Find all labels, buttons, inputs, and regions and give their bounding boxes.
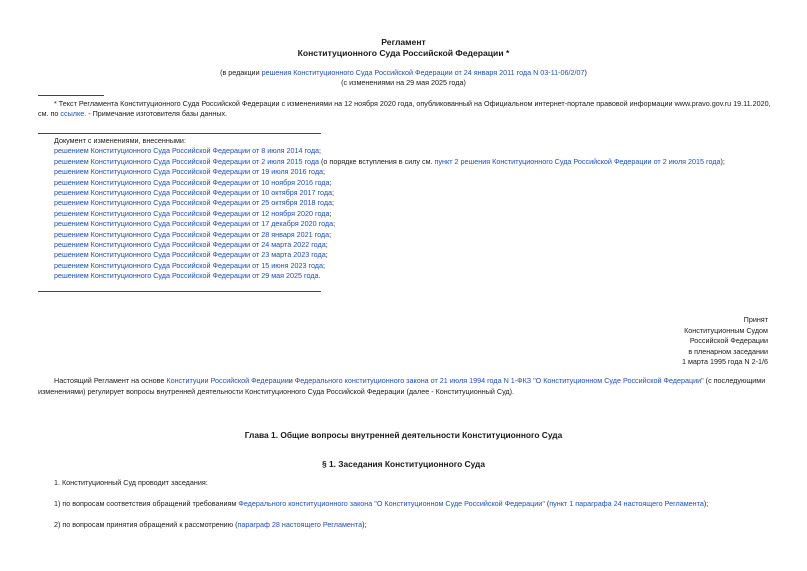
document-title-line1: Регламент: [381, 37, 426, 47]
change-link[interactable]: решением Конституционного Суда Российской Федерации от 25 октября 2018 года: [54, 198, 333, 208]
item-1-2-text2: );: [362, 520, 367, 529]
intro-text2: и: [288, 376, 295, 385]
adopted-line: 1 марта 1995 года N 2-1/6: [681, 357, 768, 367]
item-1-2: [54, 520, 366, 529]
change-item: [54, 219, 725, 229]
chapter-heading: Глава 1. Общие вопросы внутренней деятельности Конституционного Суда: [244, 430, 563, 440]
change-link[interactable]: решением Конституционного Суда Российской Федерации от 10 ноября 2016 года: [54, 177, 330, 187]
change-punct: ;: [332, 187, 335, 197]
change-punct: ;: [322, 260, 325, 270]
change-punct: ;: [329, 177, 332, 187]
fkz-link[interactable]: Федерального конституционного закона "О Конституционном Суде Российской Федерации": [238, 499, 545, 508]
adopted-line: Принят: [743, 315, 768, 324]
change-link[interactable]: решением Конституционного Суда Российской Федерации от 29 мая 2025 года: [54, 271, 319, 281]
change-item: [54, 198, 725, 208]
change-punct: .: [318, 271, 321, 281]
change-item: [54, 250, 725, 260]
amended-note: (с изменениями на 29 мая 2025 года): [341, 78, 466, 87]
adopted-line: Российской Федерации: [689, 336, 768, 346]
edition-suffix: ): [584, 68, 587, 77]
changes-top-divider: [38, 133, 321, 134]
change-link[interactable]: решением Конституционного Суда Российской Федерации от 10 октября 2017 года: [54, 187, 333, 197]
change-item: [54, 230, 725, 240]
change-item: [54, 240, 725, 250]
item-1-1: [54, 499, 708, 508]
section-heading: § 1. Заседания Конституционного Суда: [321, 459, 485, 469]
change-item: [54, 261, 725, 271]
constitution-link[interactable]: Конституции Российской Федерации: [166, 376, 289, 385]
change-item: [54, 209, 725, 219]
change-punct: ;: [325, 239, 328, 249]
adopted-block: [682, 315, 768, 368]
change-item: [54, 146, 725, 156]
item-1-1-text2: (: [544, 499, 550, 508]
changes-header: Документ с изменениями, внесенными:: [54, 136, 186, 145]
edition-prefix: (в редакции: [220, 68, 262, 77]
adopted-line: Конституционным Судом: [684, 325, 768, 335]
item-1-1-text3: );: [703, 499, 709, 508]
footnote-suffix: . - Примечание изготовителя базы данных.: [84, 109, 228, 118]
federal-law-link[interactable]: Федерального конституционного закона от 21 июля 1994 года N 1-ФКЗ "О Конституционном Суде Российской Федерации": [294, 376, 704, 385]
change-punct: ;: [333, 219, 336, 229]
change-note-link[interactable]: пункт 2 решения Конституционного Суда Российской Федерации от 2 июля 2015 года: [434, 156, 721, 166]
change-item: [54, 157, 725, 167]
document-title-line2: Конституционного Суда Российской Федерации *: [297, 48, 510, 58]
change-punct: ;: [329, 229, 332, 239]
change-link[interactable]: решением Конституционного Суда Российской Федерации от 19 июля 2016 года: [54, 167, 324, 177]
change-punct: ;: [329, 208, 332, 218]
change-punct: ;: [323, 167, 326, 177]
change-link[interactable]: решением Конституционного Суда Российской Федерации от 12 ноября 2020 года: [54, 208, 330, 218]
change-link[interactable]: решением Конституционного Суда Российской Федерации от 24 марта 2022 года: [54, 239, 326, 249]
change-item: [54, 188, 725, 198]
adopted-line: в пленарном заседании: [688, 346, 768, 356]
intro-text3: (с последующими изменениями) регулирует вопросы внутренней деятельности Конституционного Суда Российской Федерации (далее - Конституционный Суд).: [38, 376, 766, 396]
changes-list: [54, 146, 725, 281]
intro-paragraph: [38, 376, 768, 397]
item-1-2-text1: 2) по вопросам принятия обращений к рассмотрению (: [54, 520, 238, 529]
changes-block: [54, 136, 725, 281]
footnote-divider: [38, 95, 104, 96]
change-link[interactable]: решением Конституционного Суда Российской Федерации от 23 марта 2023 года: [54, 250, 326, 260]
item-1-1-text1: 1) по вопросам соответствия обращений требованиям: [54, 499, 239, 508]
edition-note: [0, 68, 807, 77]
change-link[interactable]: решением Конституционного Суда Российской Федерации от 8 июля 2014 года: [54, 146, 320, 156]
change-punct: ;: [319, 146, 322, 156]
change-link[interactable]: решением Конституционного Суда Российской Федерации от 2 июля 2015 года: [54, 156, 320, 166]
edition-link[interactable]: решения Конституционного Суда Российской Федерации от 24 января 2011 года N 03-11-06/2/07: [261, 68, 585, 77]
footnote-link[interactable]: ссылке: [60, 109, 85, 118]
change-item: [54, 271, 725, 281]
footnote-prefix: см. по: [38, 109, 61, 118]
change-item: [54, 167, 725, 177]
paragraph-24-link[interactable]: пункт 1 параграфа 24 настоящего Регламента: [549, 499, 704, 508]
footnote-line2: [38, 109, 227, 118]
change-item: [54, 178, 725, 188]
footnote-line1: * Текст Регламента Конституционного Суда Российской Федерации с изменениями на 12 ноября 2020 года, опубликованный на Официальном интернет-портале правовой информации www.pravo.gov.ru 19.11.2020,: [54, 99, 771, 108]
change-note: (о порядке вступления в силу см.: [319, 156, 435, 166]
change-punct: ;: [325, 250, 328, 260]
change-link[interactable]: решением Конституционного Суда Российской Федерации от 15 июня 2023 года: [54, 260, 323, 270]
change-link[interactable]: решением Конституционного Суда Российской Федерации от 28 января 2021 года: [54, 229, 330, 239]
intro-text1: Настоящий Регламент на основе: [54, 376, 167, 385]
changes-bottom-divider: [38, 291, 321, 292]
paragraph-28-link[interactable]: параграф 28 настоящего Регламента: [237, 520, 363, 529]
item-1: 1. Конституционный Суд проводит заседания:: [54, 478, 208, 487]
change-punct: );: [720, 156, 725, 166]
change-link[interactable]: решением Конституционного Суда Российской Федерации от 17 декабря 2020 года: [54, 219, 334, 229]
change-punct: ;: [332, 198, 335, 208]
